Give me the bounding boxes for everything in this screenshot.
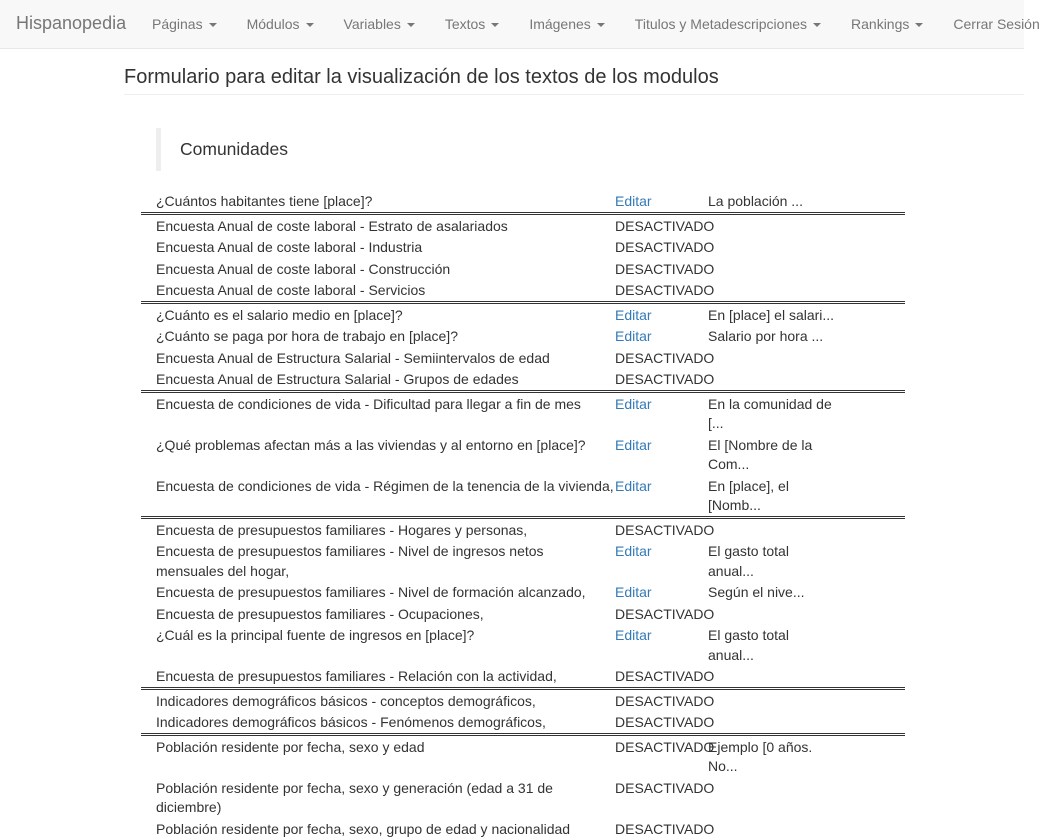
table-row <box>141 434 905 475</box>
status-disabled: DESACTIVADO <box>615 258 708 280</box>
table-row <box>141 393 905 434</box>
text-preview <box>708 777 838 818</box>
table-row <box>141 519 905 541</box>
nav-item-rankings[interactable] <box>836 0 938 49</box>
status-disabled: DESACTIVADO <box>615 215 708 237</box>
question-text: Población residente por fecha, sexo y generación (edad a 31 de diciembre) <box>141 777 615 818</box>
section-heading: Comunidades <box>180 139 288 160</box>
edit-link[interactable]: Editar <box>615 543 652 559</box>
question-text: Encuesta Anual de coste laboral - Servicios <box>141 279 615 301</box>
text-preview <box>708 258 838 280</box>
edit-link[interactable]: Editar <box>615 328 652 344</box>
question-text: ¿Qué problemas afectan más a las viviendas y al entorno en [place]? <box>141 434 615 475</box>
status-cell <box>615 540 708 581</box>
table-row <box>141 624 905 665</box>
status-cell <box>615 434 708 475</box>
text-preview <box>708 665 838 687</box>
caret-down-icon <box>407 23 415 27</box>
question-text: Indicadores demográficos básicos - conceptos demográficos, <box>141 690 615 712</box>
question-text: Encuesta de presupuestos familiares - Nivel de ingresos netos mensuales del hogar, <box>141 540 615 581</box>
status-disabled: DESACTIVADO <box>615 347 708 369</box>
question-text: Encuesta de presupuestos familiares - Hogares y personas, <box>141 519 615 541</box>
edit-link[interactable]: Editar <box>615 627 652 643</box>
nav-item-label: Imágenes <box>529 16 590 32</box>
status-cell <box>615 624 708 665</box>
nav-item-label: Módulos <box>247 16 300 32</box>
status-cell <box>615 190 708 212</box>
nav-item-imagenes[interactable] <box>514 0 619 49</box>
status-cell <box>615 393 708 434</box>
text-preview: El [Nombre de la Com... <box>708 434 838 475</box>
caret-down-icon <box>491 23 499 27</box>
question-text: Encuesta Anual de coste laboral - Estrato de asalariados <box>141 215 615 237</box>
text-preview <box>708 690 838 712</box>
nav-item-textos[interactable] <box>430 0 514 49</box>
module-texts-table <box>141 190 905 839</box>
table-row <box>141 325 905 347</box>
question-text: Encuesta de condiciones de vida - Dificultad para llegar a fin de mes <box>141 393 615 434</box>
question-text: Encuesta Anual de coste laboral - Industria <box>141 236 615 258</box>
question-text: Indicadores demográficos básicos - Fenómenos demográficos, <box>141 711 615 733</box>
question-text: Encuesta Anual de Estructura Salarial - Grupos de edades <box>141 368 615 390</box>
text-preview <box>708 236 838 258</box>
table-row <box>141 690 905 712</box>
edit-link[interactable]: Editar <box>615 437 652 453</box>
logout-link[interactable]: Cerrar Sesión <box>938 0 1054 49</box>
question-text: ¿Cuántos habitantes tiene [place]? <box>141 190 615 212</box>
edit-link[interactable]: Editar <box>615 307 652 323</box>
table-row <box>141 818 905 839</box>
text-preview <box>708 603 838 625</box>
title-divider <box>124 94 1024 95</box>
text-preview: Ejemplo [0 años. No... <box>708 736 838 777</box>
table-row <box>141 777 905 818</box>
question-text: ¿Cuál es la principal fuente de ingresos en [place]? <box>141 624 615 665</box>
status-disabled: DESACTIVADO <box>615 368 708 390</box>
status-disabled: DESACTIVADO <box>615 818 708 839</box>
caret-down-icon <box>209 23 217 27</box>
text-preview <box>708 519 838 541</box>
caret-down-icon <box>597 23 605 27</box>
section-blockquote <box>156 128 456 171</box>
nav-item-paginas[interactable] <box>137 0 232 49</box>
nav-item-label: Rankings <box>851 16 909 32</box>
text-preview: En [place] el salari... <box>708 304 838 326</box>
text-preview <box>708 215 838 237</box>
question-text: Encuesta Anual de Estructura Salarial - Semiintervalos de edad <box>141 347 615 369</box>
status-cell <box>615 304 708 326</box>
text-preview: Según el nive... <box>708 581 838 603</box>
status-disabled: DESACTIVADO <box>615 736 708 777</box>
top-navbar <box>0 0 1024 49</box>
table-row <box>141 215 905 237</box>
caret-down-icon <box>306 23 314 27</box>
text-preview <box>708 279 838 301</box>
table-row <box>141 347 905 369</box>
table-row <box>141 711 905 733</box>
text-preview: En [place], el [Nomb... <box>708 475 838 516</box>
table-row <box>141 236 905 258</box>
edit-link[interactable]: Editar <box>615 584 652 600</box>
status-cell <box>615 581 708 603</box>
table-row <box>141 368 905 390</box>
question-text: Encuesta de presupuestos familiares - Nivel de formación alcanzado, <box>141 581 615 603</box>
table-row <box>141 665 905 687</box>
table-row <box>141 540 905 581</box>
status-cell <box>615 325 708 347</box>
table-row <box>141 190 905 212</box>
text-preview: El gasto total anual... <box>708 540 838 581</box>
status-disabled: DESACTIVADO <box>615 777 708 818</box>
question-text: Encuesta Anual de coste laboral - Construcción <box>141 258 615 280</box>
page-title: Formulario para editar la visualización de los textos de los modulos <box>124 66 719 89</box>
nav-item-label: Páginas <box>152 16 203 32</box>
table-row <box>141 603 905 625</box>
status-cell <box>615 475 708 516</box>
status-disabled: DESACTIVADO <box>615 603 708 625</box>
table-row <box>141 475 905 516</box>
nav-item-label: Titulos y Metadescripciones <box>635 16 807 32</box>
edit-link[interactable]: Editar <box>615 193 652 209</box>
question-text: Población residente por fecha, sexo y edad <box>141 736 615 777</box>
question-text: ¿Cuánto se paga por hora de trabajo en [place]? <box>141 325 615 347</box>
status-disabled: DESACTIVADO <box>615 279 708 301</box>
text-preview <box>708 368 838 390</box>
question-text: Encuesta de condiciones de vida - Régimen de la tenencia de la vivienda, <box>141 475 615 516</box>
text-preview: La población ... <box>708 190 838 212</box>
text-preview: El gasto total anual... <box>708 624 838 665</box>
nav-menu <box>137 0 1055 49</box>
caret-down-icon <box>915 23 923 27</box>
text-preview: En la comunidad de [... <box>708 393 838 434</box>
question-text: Población residente por fecha, sexo, grupo de edad y nacionalidad <box>141 818 615 839</box>
status-disabled: DESACTIVADO <box>615 236 708 258</box>
nav-item-label: Textos <box>445 16 485 32</box>
question-text: Encuesta de presupuestos familiares - Relación con la actividad, <box>141 665 615 687</box>
text-preview <box>708 711 838 733</box>
nav-item-modulos[interactable] <box>232 0 329 49</box>
nav-item-titulos[interactable] <box>620 0 836 49</box>
question-text: ¿Cuánto es el salario medio en [place]? <box>141 304 615 326</box>
brand-logo[interactable]: Hispanopedia <box>16 13 126 34</box>
status-disabled: DESACTIVADO <box>615 711 708 733</box>
text-preview <box>708 347 838 369</box>
table-row <box>141 581 905 603</box>
nav-item-label: Variables <box>344 16 401 32</box>
text-preview <box>708 818 838 839</box>
caret-down-icon <box>813 23 821 27</box>
question-text: Encuesta de presupuestos familiares - Ocupaciones, <box>141 603 615 625</box>
edit-link[interactable]: Editar <box>615 478 652 494</box>
status-disabled: DESACTIVADO <box>615 665 708 687</box>
text-preview: Salario por hora ... <box>708 325 838 347</box>
nav-item-variables[interactable] <box>329 0 430 49</box>
status-disabled: DESACTIVADO <box>615 690 708 712</box>
table-row <box>141 258 905 280</box>
table-row <box>141 304 905 326</box>
edit-link[interactable]: Editar <box>615 396 652 412</box>
table-row <box>141 736 905 777</box>
status-disabled: DESACTIVADO <box>615 519 708 541</box>
table-row <box>141 279 905 301</box>
